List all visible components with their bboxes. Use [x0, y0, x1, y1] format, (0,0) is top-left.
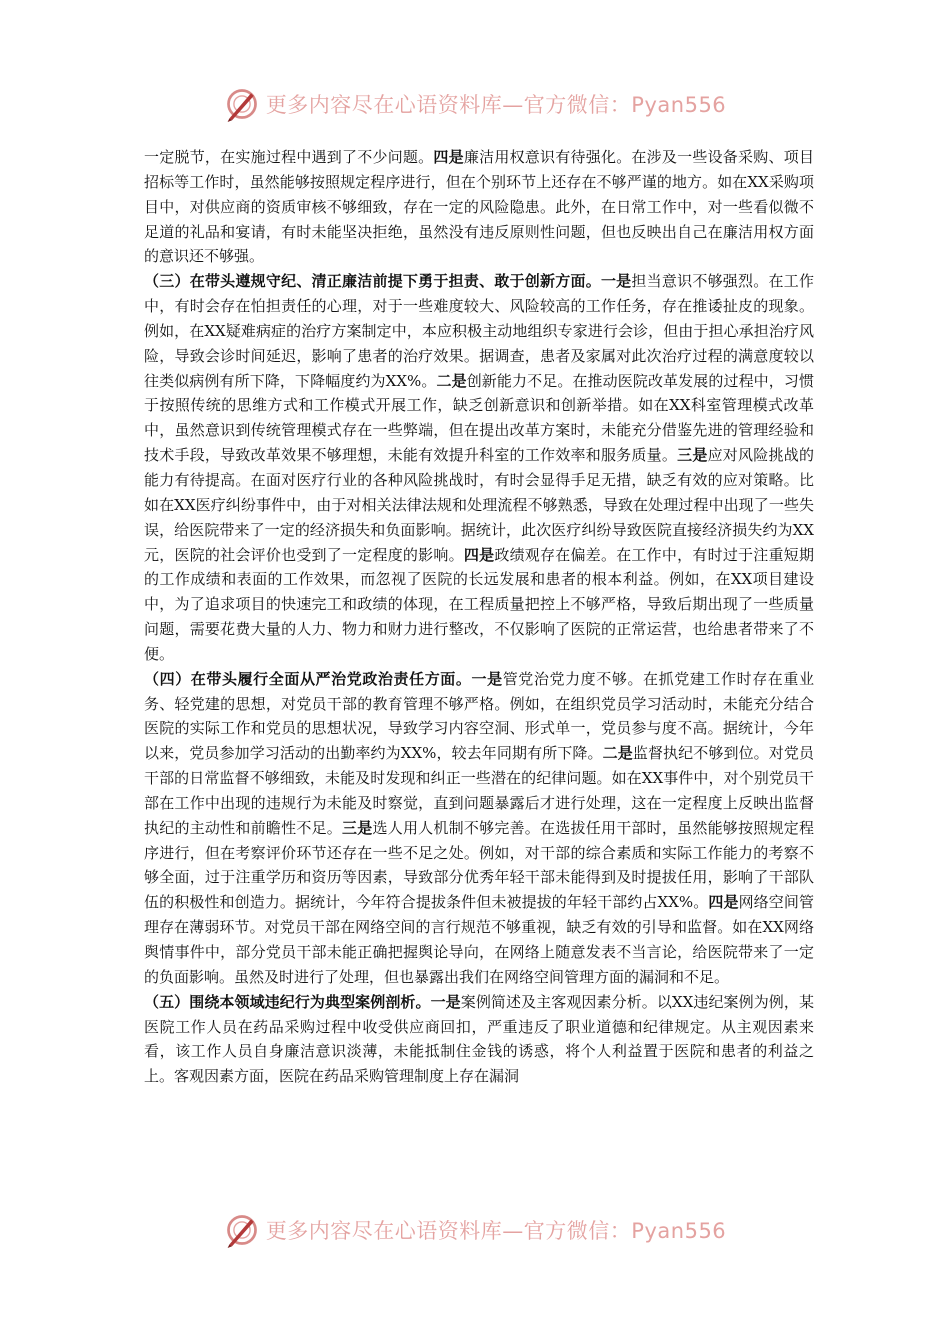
- paragraph-body: 一定脱节，在实施过程中遇到了不少问题。四是廉洁用权意识有待强化。在涉及一些设备采购、项目招标等工作时，虽然能够按照规定程序进行，但在个别环节上还存在不够严谨的地方。如在XX采购项目中，对供应商的资质审核不够细致，存在一定的风险隐患。此外，在日常工作中，对一些看似微不足道的礼品和宴请，有时未能坚决拒绝，虽然没有违反原则性问题，但也反映出自己在廉洁用权方面的意识还不够强。: [144, 148, 814, 266]
- paragraph-heading: （五）围绕本领域违纪行为典型案例剖析。: [144, 992, 431, 1011]
- paragraph-heading: （四）在带头履行全面从严治党政治责任方面。: [144, 669, 472, 688]
- paragraph: [144, 269, 814, 667]
- header-banner: [0, 82, 950, 126]
- banner-text: 更多内容尽在心语资料库—官方微信：Pyan556: [265, 1219, 727, 1243]
- paragraph: [144, 990, 814, 1089]
- footer-banner: [0, 1208, 950, 1252]
- paragraph: [144, 145, 814, 269]
- paragraph-body: 一是担当意识不够强烈。在工作中，有时会存在怕担责任的心理，对于一些难度较大、风险较高的工作任务，存在推诿扯皮的现象。例如，在XX疑难病症的治疗方案制定中，本应积极主动地组织专家进行会诊，但由于担心承担治疗风险，导致会诊时间延迟，影响了患者的治疗效果。据调查，患者及家属对此次治疗过程的满意度较以往类似病例有所下降，下降幅度约为XX%。二是创新能力不足。在推动医院改革发展的过程中，习惯于按照传统的思维方式和工作模式开展工作，缺乏创新意识和创新举措。如在XX科室管理模式改革中，虽然意识到传统管理模式存在一些弊端，但在提出改革方案时，未能充分借鉴先进的管理经验和技术手段，导致改革效果不够理想，未能有效提升科室的工作效率和服务质量。三是应对风险挑战的能力有待提高。在面对医疗行业的各种风险挑战时，有时会显得手足无措，缺乏有效的应对策略。比如在XX医疗纠纷事件中，由于对相关法律法规和处理流程不够熟悉，导致在处理过程中出现了一些失误，给医院带来了一定的经济损失和负面影响。据统计，此次医疗纠纷导致医院直接经济损失约为XX元，医院的社会评价也受到了一定程度的影响。四是政绩观存在偏差。在工作中，有时过于注重短期的工作成绩和表面的工作效果，而忽视了医院的长远发展和患者的根本利益。例如，在XX项目建设中，为了追求项目的快速完工和政绩的体现，在工程质量把控上不够严格，导致后期出现了一些质量问题，需要花费大量的人力、物力和财力进行整改，不仅影响了医院的正常运营，也给患者带来了不便。: [144, 272, 814, 663]
- pen-logo-icon: [224, 86, 260, 122]
- paragraph: [144, 667, 814, 990]
- document-body: [144, 145, 814, 1089]
- paragraph-heading: （三）在带头遵规守纪、清正廉洁前提下勇于担责、敢于创新方面。: [144, 272, 601, 291]
- paragraph-body: 一是管党治党力度不够。在抓党建工作时存在重业务、轻党建的思想，对党员干部的教育管理不够严格。例如，在组织党员学习活动时，未能充分结合医院的实际工作和党员的思想状况，导致学习内容空洞、形式单一，党员参与度不高。据统计，今年以来，党员参加学习活动的出勤率约为XX%，较去年同期有所下降。二是监督执纪不够到位。对党员干部的日常监督不够细致，未能及时发现和纠正一些潜在的纪律问题。如在XX事件中，对个别党员干部在工作中出现的违规行为未能及时察觉，直到问题暴露后才进行处理，这在一定程度上反映出监督执纪的主动性和前瞻性不足。三是选人用人机制不够完善。在选拔任用干部时，虽然能够按照规定程序进行，但在考察评价环节还存在一些不足之处。例如，对干部的综合素质和实际工作能力的考察不够全面，过于注重学历和资历等因素，导致部分优秀年轻干部未能得到及时提拔任用，影响了干部队伍的积极性和创造力。据统计，今年符合提拔条件但未被提拔的年轻干部约占XX%。四是网络空间管理存在薄弱环节。对党员干部在网络空间的言行规范不够重视，缺乏有效的引导和监督。如在XX网络舆情事件中，部分党员干部未能正确把握舆论导向，在网络上随意发表不当言论，给医院带来了一定的负面影响。虽然及时进行了处理，但也暴露出我们在网络空间管理方面的漏洞和不足。: [144, 669, 814, 986]
- banner-text: 更多内容尽在心语资料库—官方微信：Pyan556: [265, 93, 727, 117]
- pen-logo-icon: [224, 1212, 260, 1248]
- paragraph-body: 一是案例简述及主客观因素分析。以XX违纪案例为例，某医院工作人员在药品采购过程中收受供应商回扣，严重违反了职业道德和纪律规定。从主观因素来看，该工作人员自身廉洁意识淡薄，未能抵制住金钱的诱惑，将个人利益置于医院和患者的利益之上。客观因素方面，医院在药品采购管理制度上存在漏洞: [144, 992, 814, 1086]
